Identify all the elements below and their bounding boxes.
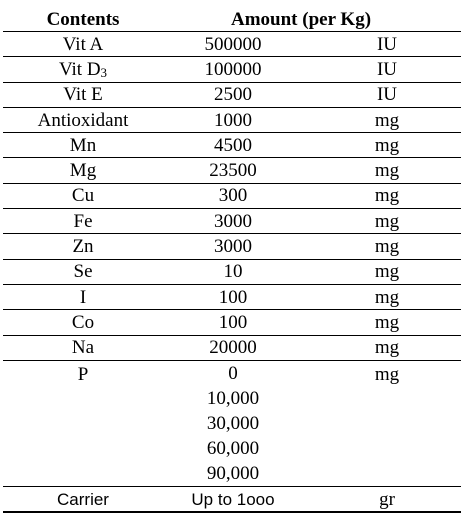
- content-cell: Vit E: [3, 82, 163, 107]
- supplement-composition-table-container: [3, 7, 461, 513]
- unit-cell: mg: [303, 284, 461, 309]
- p-value: 30,000: [206, 412, 260, 434]
- unit-cell: mg: [303, 183, 461, 208]
- amount-cell: 20000: [163, 335, 303, 360]
- table-row: [3, 335, 461, 360]
- amount-cell: 23500: [163, 158, 303, 183]
- table-row: [3, 310, 461, 335]
- header-row: [3, 7, 461, 32]
- content-cell: Co: [3, 310, 163, 335]
- table-header: [3, 7, 461, 32]
- content-cell: Antioxidant: [3, 107, 163, 132]
- table-body: [3, 32, 461, 513]
- content-cell: Vit A: [3, 32, 163, 57]
- content-cell: Zn: [3, 234, 163, 259]
- amount-cell: 4500: [163, 133, 303, 158]
- unit-cell: mg: [303, 259, 461, 284]
- content-cell: Fe: [3, 209, 163, 234]
- table-row: [3, 57, 461, 82]
- content-base: Vit D: [58, 58, 101, 80]
- content-subscript: 3: [100, 64, 108, 80]
- content-cell: [3, 57, 163, 82]
- table-row: [3, 183, 461, 208]
- amount-cell: Up to 1ooo: [163, 486, 303, 512]
- amount-cell: 100: [163, 284, 303, 309]
- table-row: [3, 284, 461, 309]
- unit-cell: mg: [303, 335, 461, 360]
- unit-cell: mg: [303, 360, 461, 486]
- header-contents: Contents: [3, 7, 163, 32]
- header-amount: Amount (per Kg): [163, 7, 461, 32]
- content-cell: Na: [3, 335, 163, 360]
- supplement-composition-table: [3, 7, 461, 513]
- unit-cell: mg: [303, 133, 461, 158]
- content-cell: Se: [3, 259, 163, 284]
- p-value: 90,000: [206, 462, 260, 484]
- unit-cell: mg: [303, 234, 461, 259]
- amount-cell: 2500: [163, 82, 303, 107]
- content-cell: P: [3, 360, 163, 486]
- amount-cell: 100000: [163, 57, 303, 82]
- unit-cell: IU: [303, 32, 461, 57]
- p-value: 10,000: [206, 387, 260, 409]
- amount-cell: 10: [163, 259, 303, 284]
- content-cell: Mn: [3, 133, 163, 158]
- amount-cell: 300: [163, 183, 303, 208]
- amount-cell: 1000: [163, 107, 303, 132]
- p-value: 0: [228, 362, 238, 384]
- amount-cell: 500000: [163, 32, 303, 57]
- table-row: [3, 133, 461, 158]
- content-cell: Carrier: [3, 486, 163, 512]
- content-cell: Cu: [3, 183, 163, 208]
- table-row: [3, 234, 461, 259]
- table-row: [3, 209, 461, 234]
- amount-cell-p-values: [163, 360, 303, 486]
- content-cell: Mg: [3, 158, 163, 183]
- table-row: [3, 82, 461, 107]
- unit-cell: IU: [303, 82, 461, 107]
- amount-cell: 3000: [163, 209, 303, 234]
- table-row: [3, 158, 461, 183]
- content-cell: I: [3, 284, 163, 309]
- amount-cell: 3000: [163, 234, 303, 259]
- table-row: [3, 107, 461, 132]
- table-row: [3, 259, 461, 284]
- unit-cell: mg: [303, 107, 461, 132]
- unit-cell: mg: [303, 209, 461, 234]
- unit-cell: mg: [303, 310, 461, 335]
- unit-cell: gr: [303, 486, 461, 512]
- unit-cell: IU: [303, 57, 461, 82]
- p-value: 60,000: [206, 437, 260, 459]
- table-row-carrier: [3, 486, 461, 512]
- unit-cell: mg: [303, 158, 461, 183]
- table-row-p: [3, 360, 461, 486]
- table-row: [3, 32, 461, 57]
- amount-cell: 100: [163, 310, 303, 335]
